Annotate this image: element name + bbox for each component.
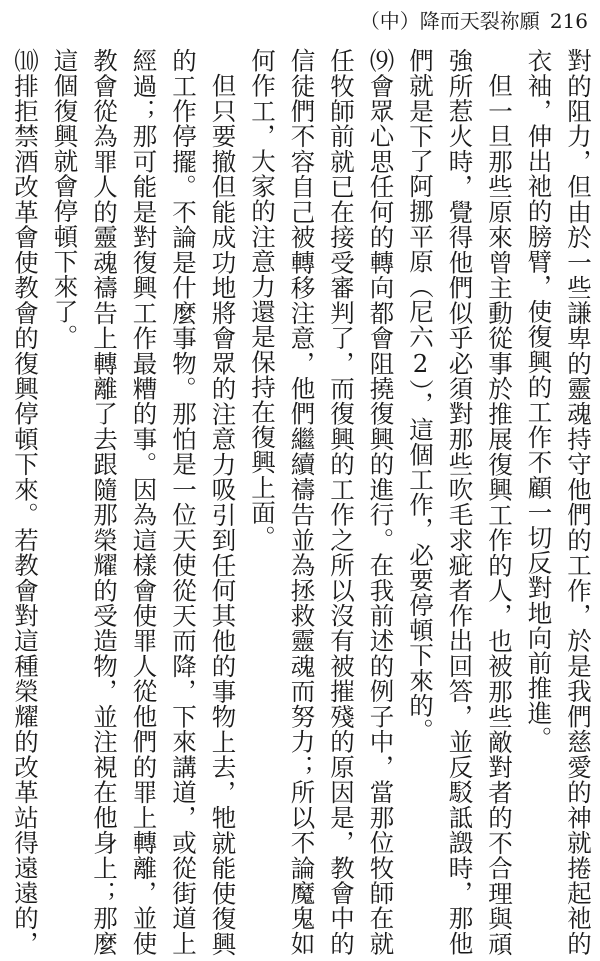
page-number: 216 — [549, 9, 588, 33]
paragraph-point-10: ⑽排拒禁酒改革會使教會的復興停頓下來。若教會對這種榮耀的改革站得遠遠的， — [11, 48, 40, 956]
paragraph: 但一旦那些原來曾主動從事於推展復興工作的人，也被那些敵對者的不合理與頑強所惹火時，覺得他們似乎必須對那些吹毛求疵者作出回答，並反駁詆譭時，那他們就是下了阿挪平原（尼六2），這個工作，必要停頓下來的。 — [406, 48, 514, 956]
chapter-title: （中）降而天裂祢願 — [359, 9, 540, 33]
paragraph-continuation: 對的阻力，但由於一些謙卑的靈魂持守他們的工作，於是我們慈愛的神就捲起祂的衣袖，伸出祂的膀臂，使復興的工作不顧一切反對地向前推進。 — [524, 48, 593, 956]
vertical-text-body — [2, 48, 598, 956]
running-header — [360, 4, 588, 38]
paragraph: 但只要撤但能成功地將會眾的注意力吸引到任何其他的事物上去，牠就能使復興的工作停擺。不論是什麼事物。那怕是一位天使從天而降，下來講道，或從街道上經過；那可能是對復興工作最糟的事。因為這樣會使罪人從他們的罪上轉離，並使教會從為罪人的靈魂禱告上轉離了去跟隨那榮耀的受造物，並注視在他身上；那麼這個復興就會停頓下來了。 — [50, 48, 238, 956]
paragraph-point-9: ⑼會眾心思任何的轉向都會阻撓復興的進行。在我前述的例子中，當那位牧師在就任牧師前就已在接受審判了，而復興的工作之所以沒有被摧殘的原因是，教會中的信徒們不容自己被轉移注意，他們繼續禱告並為拯救靈魂而努力；所以不論魔鬼如何作工，大家的注意力還是保持在復興上面。 — [248, 48, 396, 956]
